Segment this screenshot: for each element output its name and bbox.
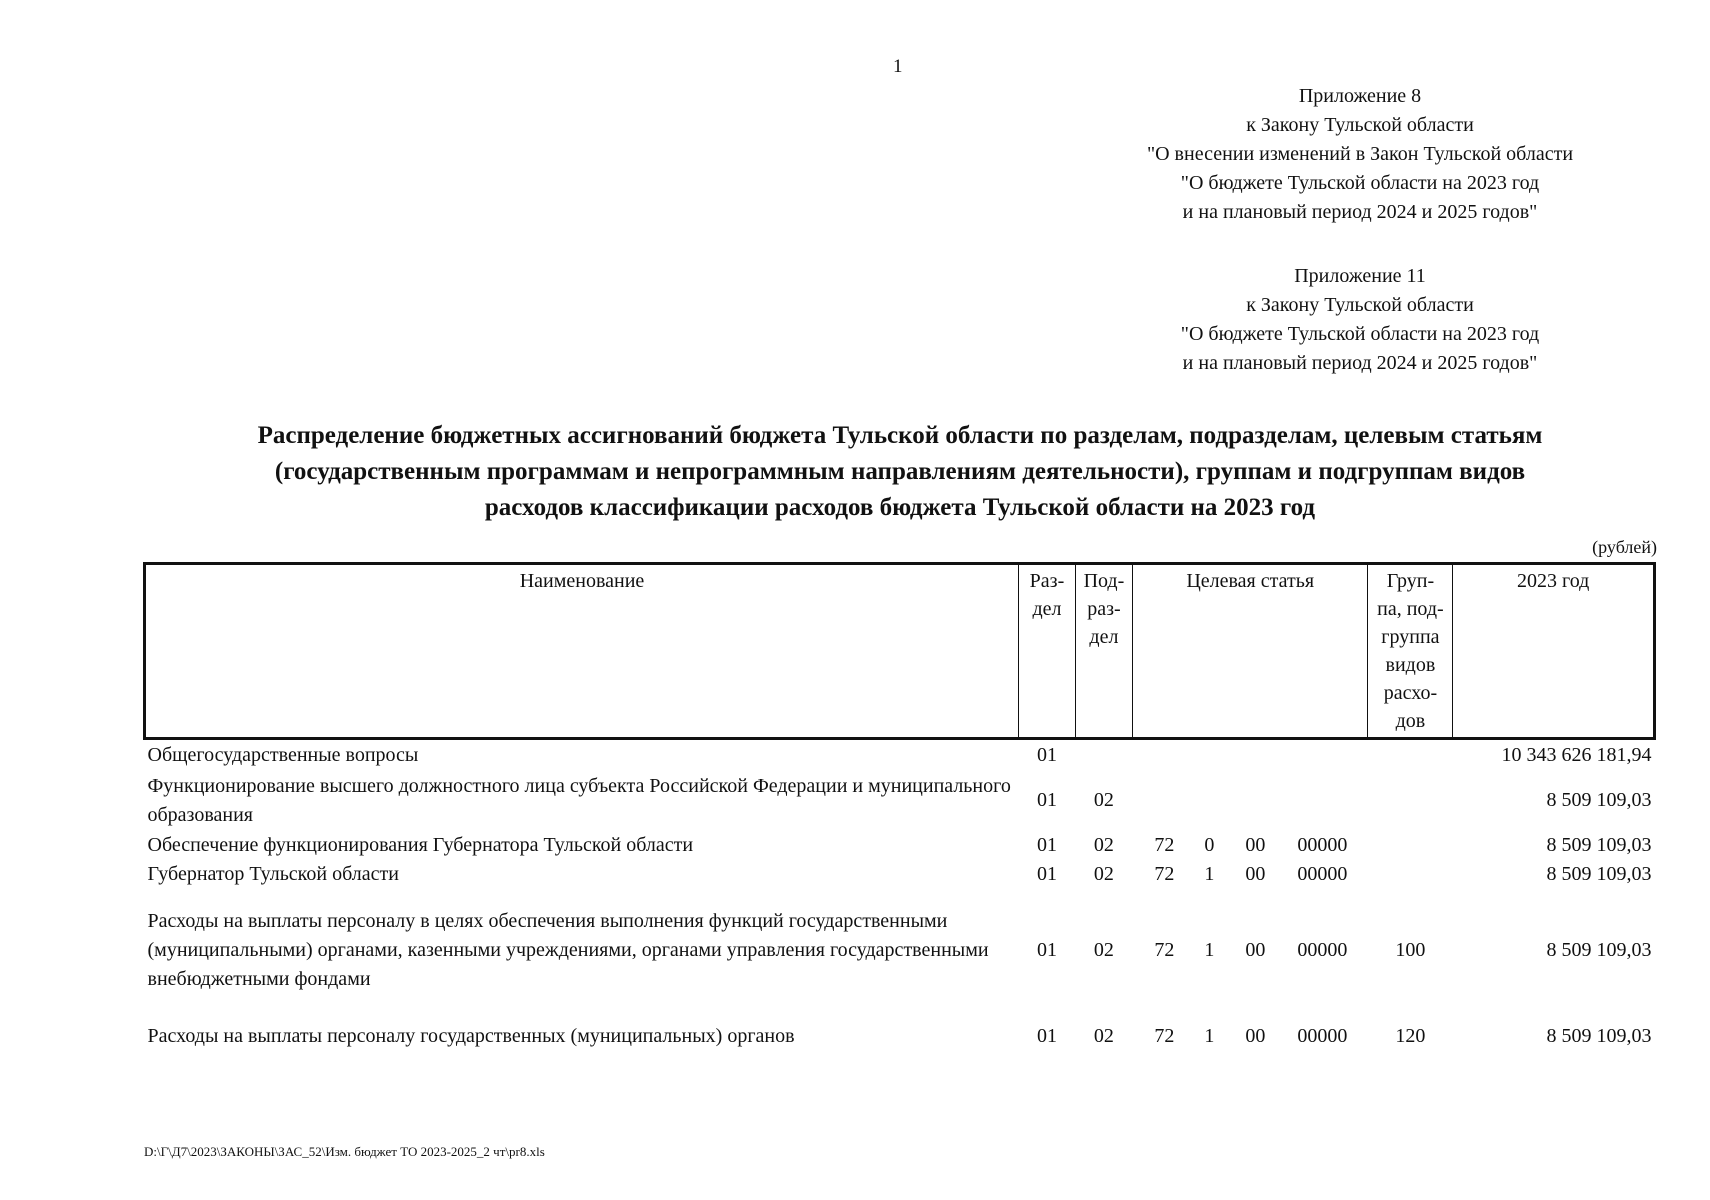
row-target [1132,1012,1368,1062]
row-target [1132,889,1368,1012]
annex-8-line: "О бюджете Тульской области на 2023 год [1180,172,1540,194]
title-line: Распределение бюджетных ассигнований бюджета Тульской области по разделам, подразделам, целевым статьям [257,422,1543,449]
header-target: Целевая статья [1132,564,1368,739]
row-section: 01 [1036,789,1057,811]
table-row [145,889,1655,1012]
row-section: 01 [1036,862,1057,885]
annex-11-line: и на плановый период 2024 и 2025 годов" [1182,352,1538,374]
target-event: 00 [1245,1025,1266,1047]
target-subprogram: 0 [1204,833,1215,856]
row-section: 01 [1036,743,1057,766]
row-amount: 10 343 626 181,94 [1501,743,1652,766]
row-group [1368,831,1453,860]
target-subprogram: 1 [1204,1025,1215,1047]
row-section: 01 [1036,833,1057,856]
row-section: 01 [1036,938,1057,961]
table-row [145,1012,1655,1062]
row-name: Обеспечение функционирования Губернатора Тульской области [147,833,694,856]
header-group: Груп- па, под- группа видов расхо- дов [1368,564,1453,739]
row-name: Расходы на выплаты персоналу государственных (муниципальных) органов [147,1025,795,1047]
row-subsection: 02 [1093,789,1114,811]
row-amount: 8 509 109,03 [1546,862,1652,885]
target-direction: 00000 [1297,1025,1348,1047]
row-amount: 8 509 109,03 [1546,938,1652,961]
target-subprogram: 1 [1204,862,1215,885]
row-target [1132,860,1368,889]
row-section: 01 [1036,1025,1057,1047]
row-name: Расходы на выплаты персоналу в целях обеспечения выполнения функций государственными (муниципальными) органами, казенными учреждениями, органами управления государственными внебюджетными фондами [147,909,989,990]
target-event: 00 [1245,862,1266,885]
annex-8-line: и на плановый период 2024 и 2025 годов" [1182,201,1538,223]
row-subsection: 02 [1093,862,1114,885]
table-row [145,860,1655,889]
row-amount: 8 509 109,03 [1546,833,1652,856]
row-subsection [1075,739,1132,771]
row-subsection: 02 [1093,938,1114,961]
target-program: 72 [1154,862,1175,885]
row-group: 100 [1395,938,1426,961]
target-direction: 00000 [1297,833,1348,856]
document-title [130,418,1670,526]
annex-11-line: к Закону Тульской области [1246,294,1474,316]
row-group [1368,860,1453,889]
header-name: Наименование [145,564,1019,739]
target-subprogram: 1 [1204,938,1215,961]
table-row [145,831,1655,860]
row-name: Функционирование высшего должностного лица субъекта Российской Федерации и муниципального образования [147,774,1011,826]
footer-file-path: D:\Г\Д7\2023\ЗАКОНЫ\ЗАС_52\Изм. бюджет ТО 2023-2025_2 чт\pr8.xls [144,1144,545,1159]
target-program: 72 [1154,1025,1175,1047]
target-direction: 00000 [1297,862,1348,885]
row-name: Губернатор Тульской области [147,862,399,885]
target-program: 72 [1154,833,1175,856]
page-number: 1 [893,56,903,77]
row-amount: 8 509 109,03 [1546,789,1652,811]
budget-table [143,562,1656,1062]
title-line: (государственным программам и непрограммным направлениям деятельности), группам и подгруппам видов [274,458,1526,485]
target-direction: 00000 [1297,938,1348,961]
row-amount: 8 509 109,03 [1546,1025,1652,1047]
header-amount: 2023 год [1453,564,1655,739]
annex-8-line: "О внесении изменений в Закон Тульской области [1146,143,1574,165]
row-target [1132,739,1368,771]
row-group [1368,739,1453,771]
annex-8-line: Приложение 8 [1298,85,1422,107]
title-line: расходов классификации расходов бюджета Тульской области на 2023 год [484,494,1316,521]
header-subsection: Под- раз- дел [1075,564,1132,739]
header-section: Раз- дел [1018,564,1075,739]
table-row [145,771,1655,831]
unit-note: (рублей) [1592,537,1657,557]
annex-11-line: Приложение 11 [1294,265,1426,287]
annex-8-header [1080,82,1640,227]
row-target [1132,831,1368,860]
target-event: 00 [1245,938,1266,961]
annex-11-line: "О бюджете Тульской области на 2023 год [1180,323,1540,345]
row-group [1368,771,1453,831]
row-name: Общегосударственные вопросы [147,743,419,766]
target-event: 00 [1245,833,1266,856]
row-group: 120 [1395,1025,1426,1047]
row-subsection: 02 [1093,833,1114,856]
table-row [145,739,1655,771]
target-program: 72 [1154,938,1175,961]
table-header-row [145,564,1655,739]
annex-8-line: к Закону Тульской области [1246,114,1474,136]
row-target [1132,771,1368,831]
annex-11-header [1080,262,1640,378]
row-subsection: 02 [1093,1025,1114,1047]
